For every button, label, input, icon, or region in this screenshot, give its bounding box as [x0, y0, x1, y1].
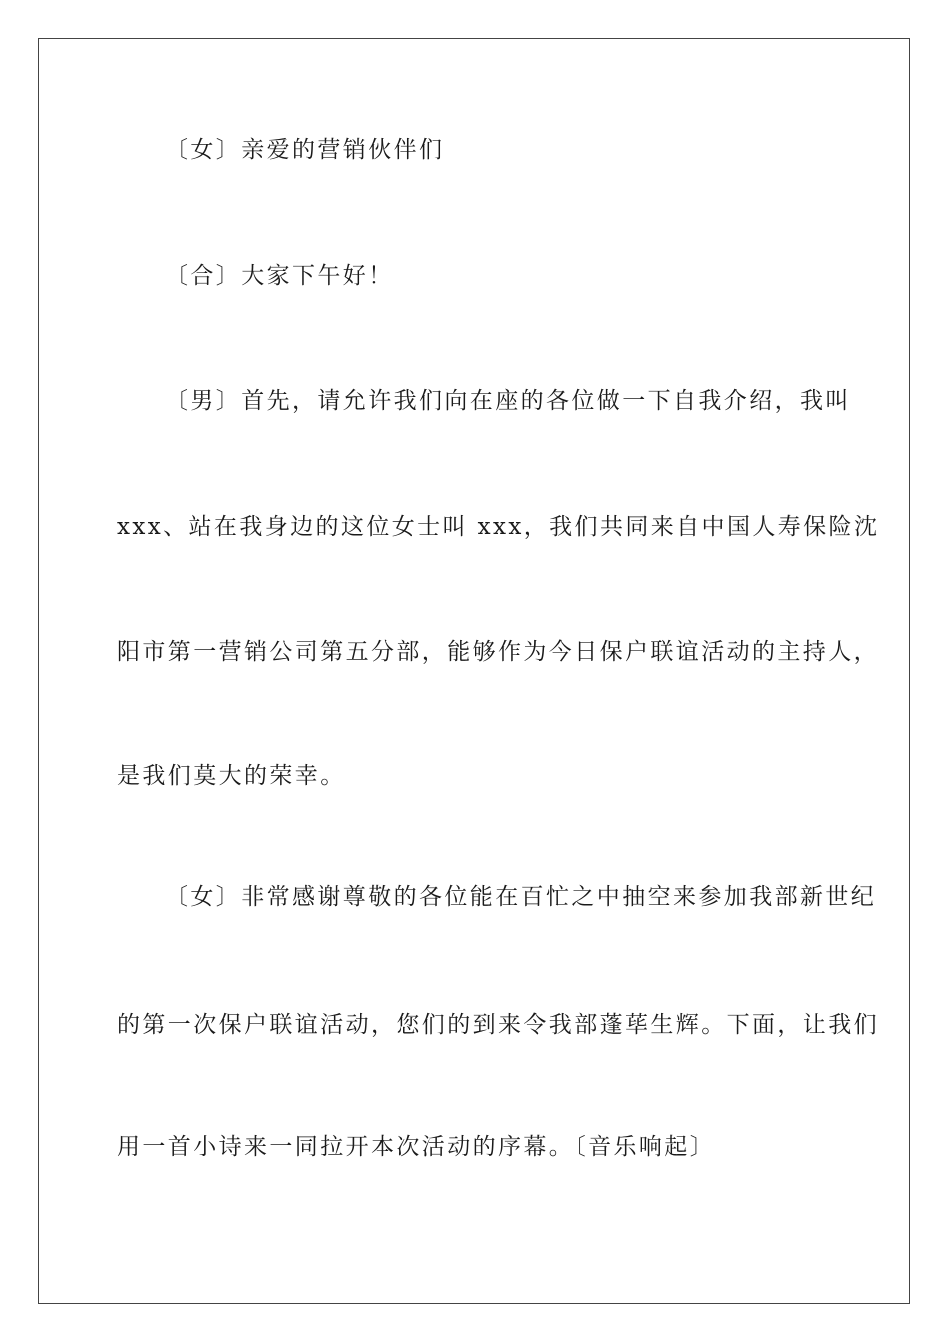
text-line: 阳市第一营销公司第五分部，能够作为今日保户联谊活动的主持人， — [117, 639, 879, 665]
text-line: 用一首小诗来一同拉开本次活动的序幕。〔音乐响起〕 — [117, 1134, 716, 1160]
text-line: 〔男〕首先，请允许我们向在座的各位做一下自我介绍，我叫 — [165, 388, 851, 414]
text-line: 〔合〕大家下午好！ — [165, 263, 394, 289]
text-line: 的第一次保户联谊活动，您们的到来令我部蓬荜生辉。下面，让我们 — [117, 1012, 879, 1038]
text-line: 是我们莫大的荣幸。 — [117, 763, 346, 789]
text-line: 〔女〕亲爱的营销伙伴们 — [165, 137, 445, 163]
text-line: 〔女〕非常感谢尊敬的各位能在百忙之中抽空来参加我部新世纪 — [165, 884, 877, 910]
text-line: xxx、站在我身边的这位女士叫 xxx，我们共同来自中国人寿保险沈 — [117, 514, 880, 540]
